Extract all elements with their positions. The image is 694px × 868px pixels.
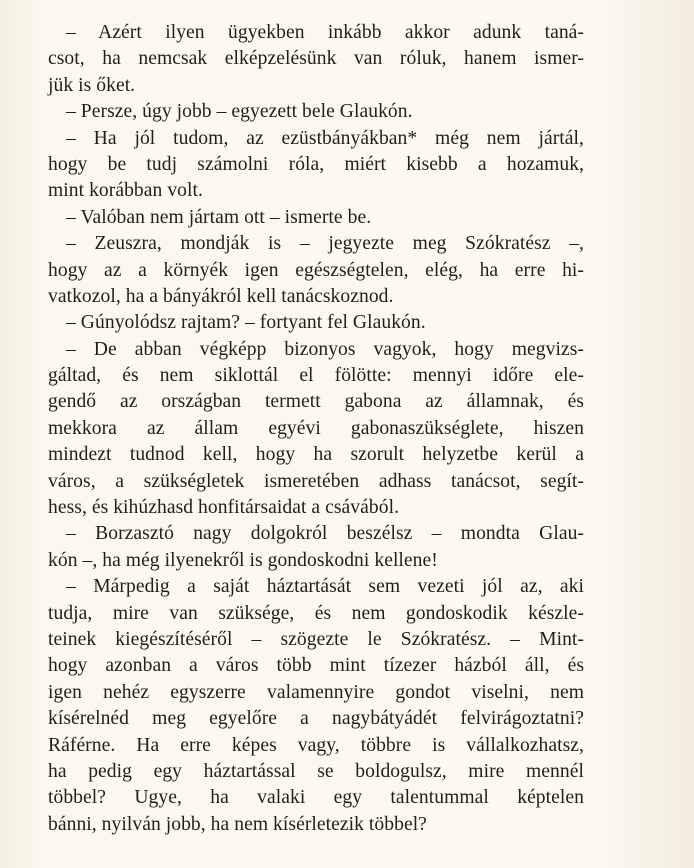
- text-line: – Persze, úgy jobb – egyezett bele Glaukón.: [66, 101, 413, 123]
- text-line: – Azért ilyen ügyekben inkább akkor adunk taná-: [66, 22, 584, 43]
- text-line: gáltad, és nem siklottál el fölötte: mennyi időre ele-: [48, 365, 584, 387]
- text-line: mindezt tudnod kell, hogy ha szorult helyzetbe kerül a: [48, 444, 584, 466]
- text-line: város, a szükségletek ismeretében adhass tanácsot, segít-: [48, 470, 584, 492]
- text-line: – Márpedig a saját háztartását sem vezeti jól az, aki: [66, 576, 584, 598]
- text-line: kísérelnéd meg egyelőre a nagybátyádét felvirágoztatni?: [48, 708, 584, 730]
- text-line: Ráférne. Ha erre képes vagy, többre is vállalkozhatsz,: [48, 734, 584, 756]
- text-line: igen nehéz egyszerre valamennyire gondot viselni, nem: [48, 681, 584, 703]
- text-line: teinek kiegészítéséről – szögezte le Szókratész. – Mint-: [48, 628, 584, 650]
- text-line: – Valóban nem jártam ott – ismerte be.: [66, 206, 372, 228]
- text-line: hess, és kihúzhasd honfitársaidat a csávából.: [48, 497, 400, 519]
- text-line: gendő az országban termett gabona az államnak, és: [48, 391, 584, 413]
- page-text: [48, 20, 584, 838]
- text-line: – De abban végképp bizonyos vagyok, hogy megvizs-: [66, 338, 584, 360]
- text-line: csot, ha nemcsak elképzelésünk van róluk, hanem ismer-: [48, 48, 584, 70]
- text-line: többel? Ugye, ha valaki egy talentummal képtelen: [48, 787, 584, 809]
- text-line: jük is őket.: [48, 74, 136, 96]
- text-line: bánni, nyilván jobb, ha nem kísérletezik többel?: [48, 813, 427, 835]
- text-line: hogy az a környék igen egészségtelen, elég, ha erre hi-: [48, 259, 584, 281]
- text-line: tudja, mire van szüksége, és nem gondoskodik készle-: [48, 602, 584, 624]
- text-line: – Ha jól tudom, az ezüstbányákban* még nem jártál,: [66, 127, 584, 149]
- text-line: kón –, ha még ilyenekről is gondoskodni kellene!: [48, 549, 438, 571]
- text-line: – Zeuszra, mondják is – jegyezte meg Szókratész –,: [66, 233, 584, 255]
- text-line: vatkozol, ha a bányákról kell tanácskoznod.: [48, 285, 394, 307]
- text-line: – Borzasztó nagy dolgokról beszélsz – mondta Glau-: [66, 523, 584, 545]
- text-line: hogy be tudj számolni róla, miért kisebb a hozamuk,: [48, 153, 584, 175]
- text-line: mint korábban volt.: [48, 180, 203, 202]
- text-line: mekkora az állam egyévi gabonaszükséglete, hiszen: [48, 417, 584, 439]
- text-line: ha pedig egy háztartással se boldogulsz, mire mennél: [48, 760, 584, 782]
- text-line: – Gúnyolódsz rajtam? – fortyant fel Glaukón.: [66, 312, 426, 334]
- text-line: hogy azonban a város több mint tízezer házból áll, és: [48, 655, 584, 677]
